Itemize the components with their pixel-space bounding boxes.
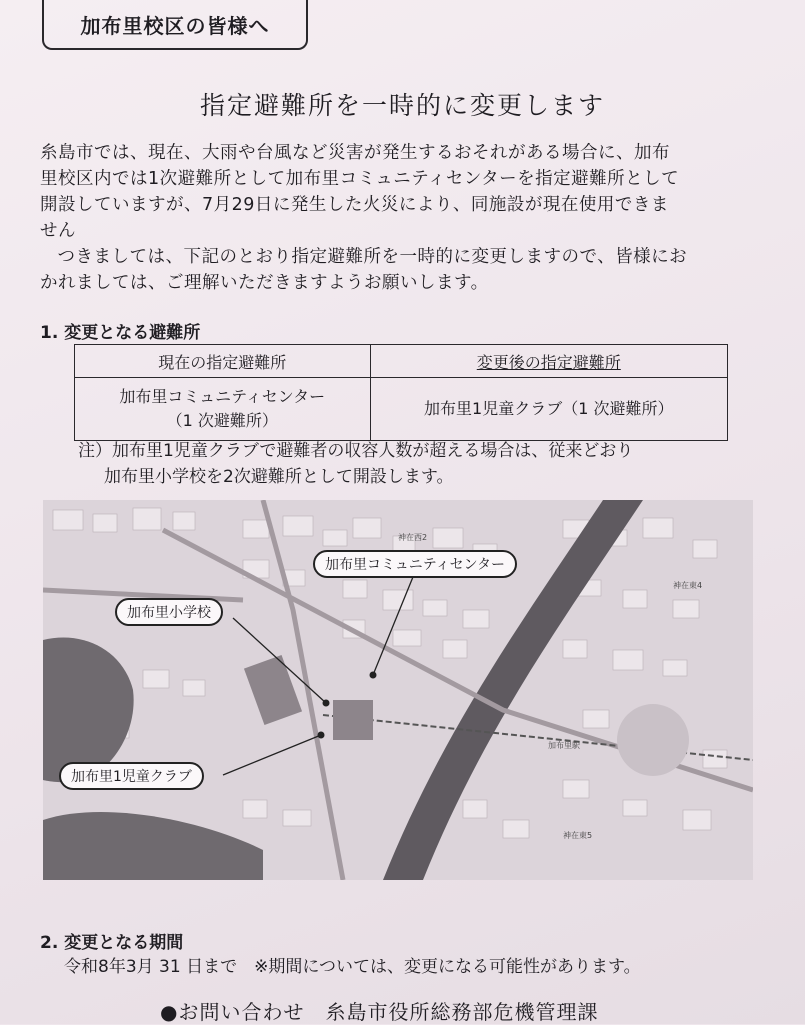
col-current-header: 現在の指定避難所 xyxy=(75,345,371,378)
intro-para1-line1: 糸島市では、現在、大雨や台風など災害が発生するおそれがある場合に、加布 xyxy=(40,143,670,163)
after-shelter-cell: 加布里1児童クラブ（1 次避難所） xyxy=(370,378,727,441)
club-building xyxy=(333,700,373,740)
note-line2: 加布里小学校を2次避難所として開設します。 xyxy=(104,467,454,487)
area-map xyxy=(43,500,753,880)
map-lake xyxy=(43,637,134,782)
map-pond xyxy=(43,812,263,880)
label-kamiari-nishi2: 神在西2 xyxy=(398,533,428,542)
intro-text xyxy=(40,140,740,296)
addressee-label: 加布里校区の皆様へ xyxy=(80,13,270,38)
intro-para1-line3: 開設していますが、7月29日に発生した火災により、同施設が現在使用できま xyxy=(40,195,669,215)
label-kamiari-higashi5: 神在東5 xyxy=(563,831,593,840)
section1-heading: 1. 変更となる避難所 xyxy=(40,323,201,343)
change-period: 令和8年3月 31 日まで ※期間については、変更になる可能性があります。 xyxy=(64,957,641,977)
callout-childrens-club: 加布里1児童クラブ xyxy=(59,762,204,790)
intro-para1-line4: せん xyxy=(40,221,76,241)
shelter-note xyxy=(78,438,758,490)
callout-elementary-school: 加布里小学校 xyxy=(115,598,223,626)
intro-para2-line1: つきましては、下記のとおり指定避難所を一時的に変更しますので、皆様にお xyxy=(57,247,688,267)
intro-para2-line2: かれましては、ご理解いただきますようお願いします。 xyxy=(40,273,489,293)
intro-para1-line2: 里校区内では1次避難所として加布里コミュニティセンターを指定避難所として xyxy=(40,169,680,189)
sports-field xyxy=(617,704,689,776)
addressee-box xyxy=(42,0,308,50)
section2-heading: 2. 変更となる期間 xyxy=(40,933,184,953)
col-after-header: 変更後の指定避難所 xyxy=(370,345,727,378)
label-kamiari-higashi4: 神在東4 xyxy=(673,581,703,590)
current-shelter-name: 加布里コミュニティセンター xyxy=(119,387,326,406)
callout-community-center: 加布里コミュニティセンター xyxy=(313,550,517,578)
current-shelter-type: （1 次避難所） xyxy=(166,411,278,430)
note-line1: 注）加布里1児童クラブで避難者の収容人数が超える場合は、従来どおり xyxy=(78,441,634,461)
contact-info: ●お問い合わせ 糸島市役所総務部危機管理課 xyxy=(160,1000,599,1024)
current-shelter-cell xyxy=(75,378,371,441)
shelter-table xyxy=(74,344,728,441)
page-title: 指定避難所を一時的に変更します xyxy=(199,91,605,120)
school-building xyxy=(244,655,302,725)
label-kafuri-station: 加布里駅 xyxy=(548,741,580,750)
